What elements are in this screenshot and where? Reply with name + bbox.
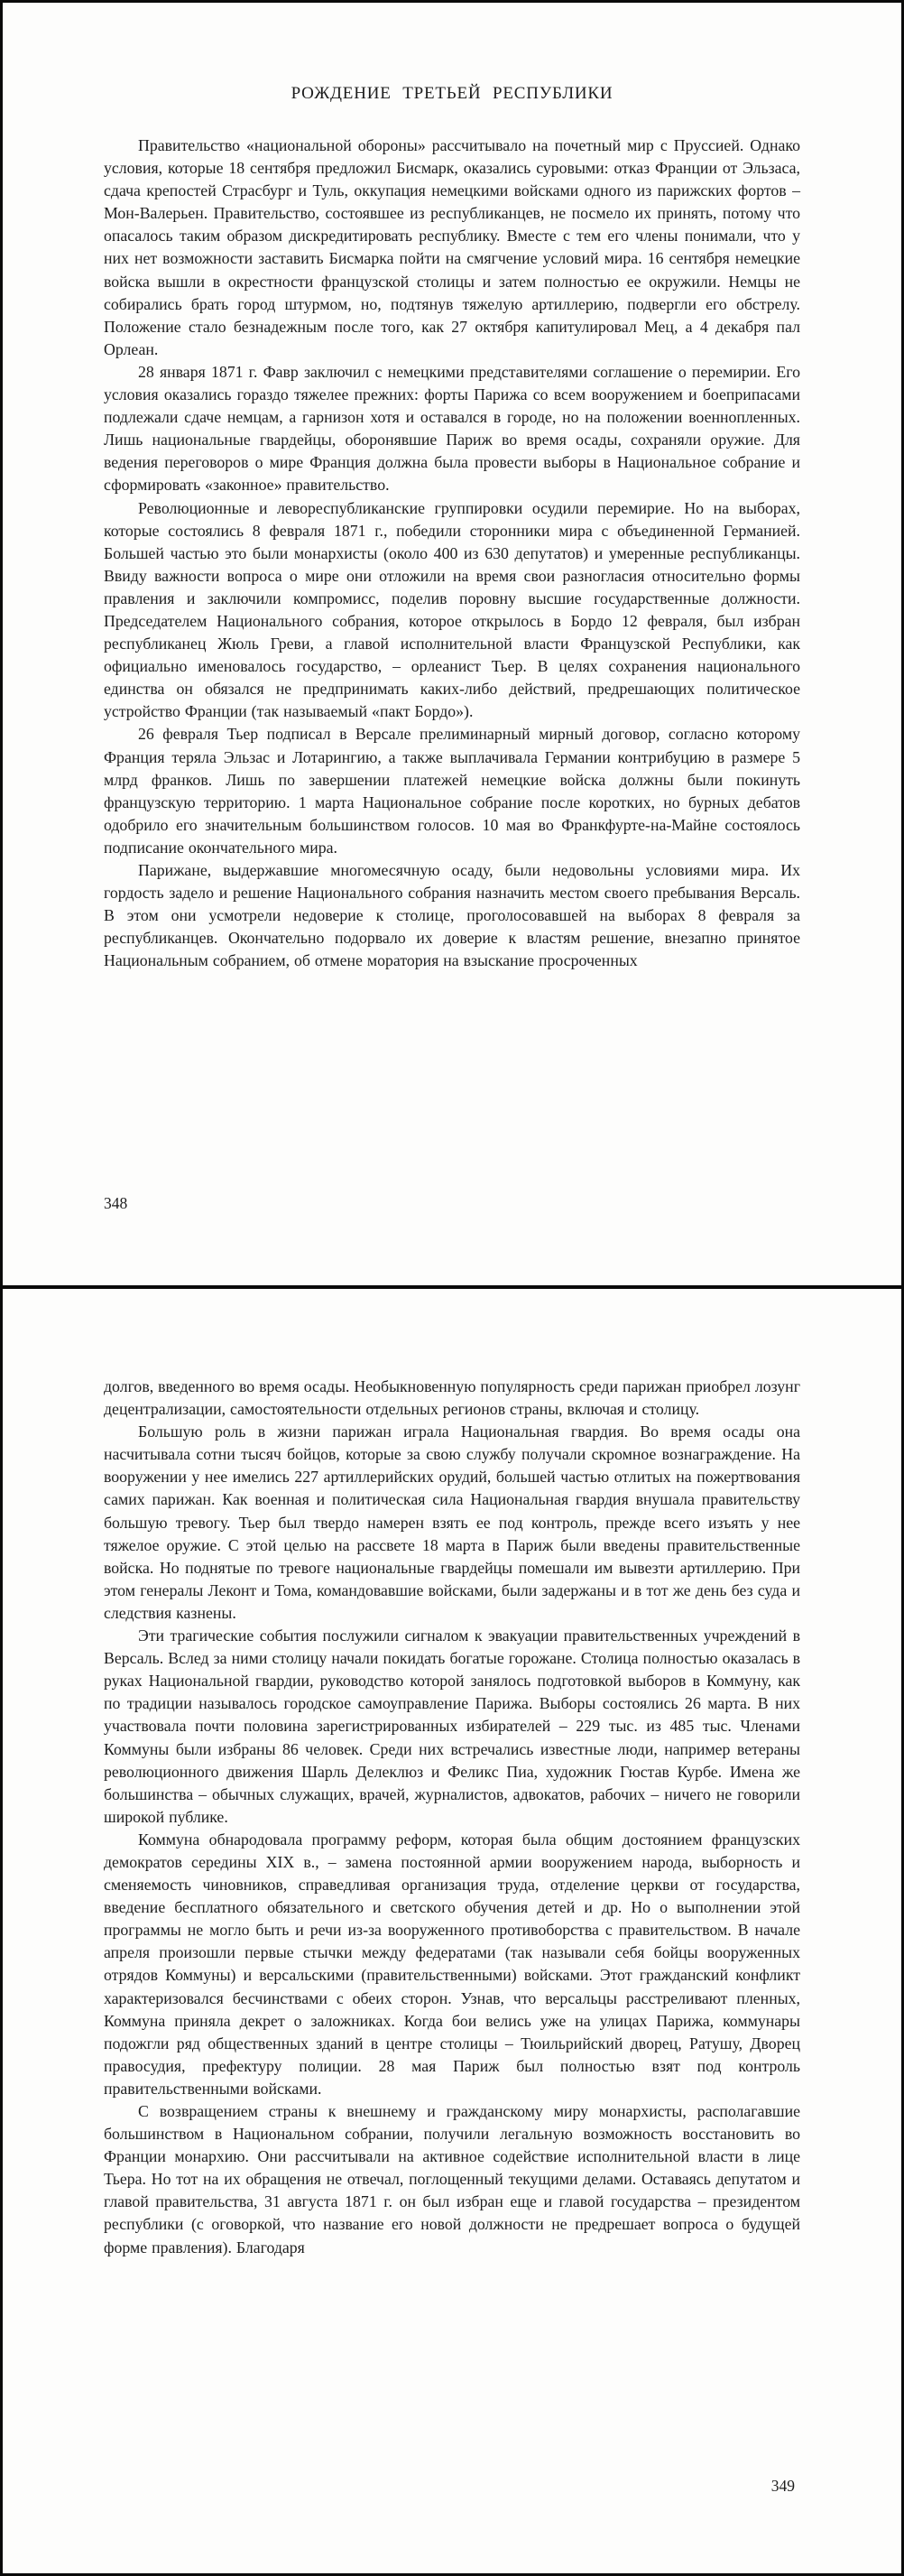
paragraph: Коммуна обнародовала программу реформ, которая была общим достоянием французских демократов середины XIX в., – замена постоянной армии вооружением народа, выборность и сменяемость чиновников, справедливая организация труда, отделение церкви от государства, введение бесплатного обязательного и светского обучения детей и др. Но о выполнении этой программы не могло быть и речи из-за вооруженного противоборства с правительством. В начале апреля произошли первые стычки между федератами (так называли себя бойцы вооруженных отрядов Коммуны) и версальскими (правительственными) войсками. Этот гражданский конфликт характеризовался бесчинствами с обеих сторон. Узнав, что версальцы расстреливают пленных, Коммуна приняла декрет о заложниках. Когда бои велись уже на улицах Парижа, коммунары подожгли ряд общественных зданий в центре столицы – Тюильрийский дворец, Ратушу, Дворец правосудия, префектуру полиции. 28 мая Париж был полностью взят под контроль правительственными войсками.: [104, 1830, 800, 2098]
chapter-title: РОЖДЕНИЕ ТРЕТЬЕЙ РЕСПУБЛИКИ: [291, 84, 613, 103]
paragraph: Революционные и левореспубликанские группировки осудили перемирие. Но на выборах, которые состоялись 8 февраля 1871 г., победили сторонники мира с объединенной Германией. Большей частью это были монархисты (около 400 из 630 депутатов) и умеренные республиканцы. Ввиду важности вопроса о мире они отложили на время свои разногласия относительно формы правления и заключили компромисс, поделив поровну высшие государственные должности. Председателем Национального собрания, которое открылось в Бордо 12 февраля, был избран республиканец Жюль Греви, а главой исполнительной власти Французской Республики, как официально именовалось государство, – орлеанист Тьер. В целях сохранения национального единства он обязался не предпринимать каких-либо действий, предрешающих политическое устройство Франции (так называемый «пакт Бордо»).: [104, 498, 800, 721]
page-348: [3, 3, 901, 1285]
paragraph: С возвращением страны к внешнему и гражданскому миру монархисты, располагавшие большинством в Национальном собрании, получили легальную возможность восстановить во Франции монархию. Они рассчитывали на активное содействие исполнительной власти в лице Тьера. Но тот на их обращения не отвечал, поглощенный текущими делами. Оставаясь депутатом и главой правительства, 31 августа 1871 г. он был избран еще и главой государства – президентом республики (с оговоркой, что название его новой должности не предрешает вопроса о будущей форме правления). Благодаря: [104, 2102, 800, 2256]
paragraph: 26 февраля Тьер подписал в Версале прелиминарный мирный договор, согласно которому Франция теряла Эльзас и Лотарингию, а также выплачивала Германии контрибуцию в размере 5 млрд франков. Лишь по завершении платежей немецкие войска должны были покинуть французскую территорию. 1 марта Национальное собрание после коротких, но бурных дебатов одобрило его значительным большинством голосов. 10 мая во Франкфурте-на-Майне состоялось подписание окончательного мира.: [104, 725, 800, 857]
paragraph: 28 января 1871 г. Фавр заключил с немецкими представителями соглашение о перемирии. Его условия оказались гораздо тяжелее прежних: форты Парижа со всем вооружением и боеприпасами подлежали сдаче немцам, а гарнизон хотя и оставался в городе, но на положении военнопленных. Лишь национальные гвардейцы, оборонявшие Париж во время осады, сохраняли оружие. Для ведения переговоров о мире Франция должна была провести выборы в Национальное собрание и сформировать «законное» правительство.: [104, 362, 800, 495]
paragraph: долгов, введенного во время осады. Необыкновенную популярность среди парижан приобрел лозунг децентрализации, самостоятельности отдельных регионов страны, включая и столицу.: [104, 1377, 800, 1419]
paragraph: Парижане, выдержавшие многомесячную осаду, были недовольны условиями мира. Их гордость задело и решение Национального собрания назначить местом своего пребывания Версаль. В этом они усмотрели недоверие к столице, проголосовавшей на выборах 8 февраля за республиканцев. Окончательно подорвало их доверие к властям решение, внезапно принятое Национальным собранием, об отмене моратория на взыскание просроченных: [104, 861, 800, 970]
page-348-text-block: [104, 134, 800, 972]
paragraph: Правительство «национальной обороны» рассчитывало на почетный мир с Пруссией. Однако условия, которые 18 сентября предложил Бисмарк, оказались суровыми: отказ Франции от Эльзаса, сдача крепостей Страсбург и Туль, оккупация немецкими войсками одного из парижских фортов – Мон-Валерьен. Правительство, состоявшее из республиканцев, не посмело их принять, потому что опасалось таким образом дискредитировать республику. Вместе с тем его члены понимали, что у них нет возможности заставить Бисмарка пойти на смягчение условий мира. 16 сентября немецкие войска вышли в окрестности французской столицы и затем полностью ее окружили. Немцы не собирались брать город штурмом, но, подтянув тяжелую артиллерию, подвергли его обстрелу. Положение стало безнадежным после того, как 27 октября капитулировал Мец, а 4 декабря пал Орлеан.: [104, 136, 800, 358]
page-number: 348: [104, 1194, 128, 1212]
page-349: [3, 1289, 901, 2576]
page-349-text-block: [104, 1376, 800, 2259]
paragraph: Эти трагические события послужили сигналом к эвакуации правительственных учреждений в Версаль. Вслед за ними столицу начали покидать богатые горожане. Столица полностью оказалась в руках Национальной гвардии, руководство которой занялось подготовкой выборов в Коммуну, как по традиции называлось городское самоуправление Парижа. Выборы состоялись 26 марта. В них участвовала почти половина зарегистрированных избирателей – 229 тыс. из 485 тыс. Членами Коммуны были избраны 86 человек. Среди них встречались известные люди, например ветераны революционного движения Шарль Делеклюз и Феликс Пиа, художник Гюстав Курбе. Имена же большинства – обычных служащих, врачей, журналистов, адвокатов, рабочих – ничего не говорили широкой публике.: [104, 1626, 800, 1826]
page-number: 349: [770, 2477, 795, 2495]
paragraph: Большую роль в жизни парижан играла Национальная гвардия. Во время осады она насчитывала сотни тысяч бойцов, которые за свою службу получали скромное вознаграждение. На вооружении у нее имелись 227 артиллерийских орудий, большей частью отлитых на пожертвования самих парижан. Как военная и политическая сила Национальная гвардия внушала правительству большую тревогу. Тьер был твердо намерен взять ее под контроль, прежде всего изъять у нее тяжелое оружие. С этой целью на рассвете 18 марта в Париж были введены правительственные войска. Но поднятые по тревоге национальные гвардейцы помешали им вывезти артиллерию. При этом генералы Леконт и Тома, командовавшие войсками, были задержаны и в тот же день без суда и следствия казнены.: [104, 1422, 800, 1622]
